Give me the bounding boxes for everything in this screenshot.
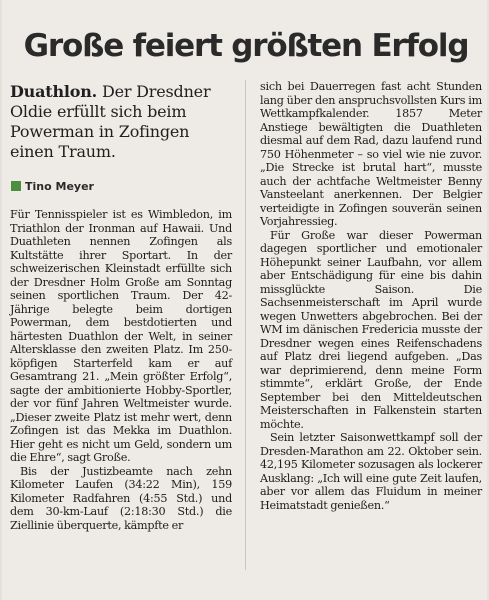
lead-text: Der Dresdner Oldie erfüllt sich beim Powerman in Zofingen einen Traum.	[10, 82, 211, 161]
byline-square-icon	[11, 181, 21, 191]
article-headline: Große feiert größten Erfolg	[23, 28, 469, 64]
paragraph: Bis der Justizbeamte nach zehn Kilometer Laufen (34:22 Min), 159 Kilometer Radfahren (4:55 Std.) und dem 30-km-Lauf (2:18:30 Std.) die Ziellinie überquerte, kämpfte er	[10, 464, 232, 532]
article-lead	[10, 82, 232, 162]
lead-kicker: Duathlon.	[10, 82, 98, 101]
bleed-through-text-bottom	[6, 576, 486, 600]
paragraph: Sein letzter Saisonwettkampf soll der Dresden-Marathon am 22. Oktober sein. 42,195 Kilometer sozusagen als lockerer Ausklang: „Ich will eine gute Zeit laufen, aber vor allem das Fluidum in meiner Heimatstadt genießen.“	[260, 431, 482, 512]
article-column-1	[10, 208, 232, 532]
paragraph: Für Große war dieser Powerman dagegen sportlicher und emotionaler Höhepunkt seiner Laufbahn, vor allem aber Entschädigung für eine bis dahin missglückte Saison. Die Sachsenmeisterschaft im April wurde wegen Unwetters abgebrochen. Bei der WM im dänischen Fredericia musste der Dresdner wegen eines Reifenschadens auf Platz drei liegend aufgeben. „Das war deprimierend, denn meine Form stimmte“, erklärt Große, der Ende September bei den Mitteldeutschen Meisterschaften in Falkenstein starten möchte.	[260, 228, 482, 431]
article-column-2	[260, 80, 482, 512]
byline-author: Tino Meyer	[25, 180, 94, 193]
newspaper-clipping	[2, 0, 487, 600]
column-divider	[245, 80, 246, 570]
byline	[11, 179, 94, 195]
paragraph: Für Tennisspieler ist es Wimbledon, im Triathlon der Ironman auf Hawaii. Und Duathleten nennen Zofingen als Kultstätte ihrer Sportart. In der schweizerischen Kleinstadt erfüllte sich der Dresdner Holm Große am Sonntag seinen sportlichen Traum. Der 42-Jährige belegte beim dortigen Powerman, dem bestdotierten und härtesten Duathlon der Welt, in seiner Altersklasse den zweiten Platz. Im 250-köpfigen Starterfeld kam er auf Gesamtrang 21. „Mein größter Erfolg“, sagte der ambitionierte Hobby-Sportler, der vor fünf Jahren Weltmeister wurde. „Dieser zweite Platz ist mehr wert, denn Zofingen ist das Mekka im Duathlon. Hier geht es nicht um Geld, sondern um die Ehre“, sagt Große.	[10, 208, 232, 464]
paragraph: sich bei Dauerregen fast acht Stunden lang über den anspruchsvollsten Kurs im Wettkampfkalender. 1857 Meter Anstiege bewältigten die Duathleten diesmal auf dem Rad, dazu laufend rund 750 Höhenmeter – so viel wie nie zuvor. „Die Strecke ist brutal hart“, musste auch der achtfache Weltmeister Benny Vansteelant anerkennen. Der Belgier verteidigte in Zofingen souverän seinen Vorjahressieg.	[260, 80, 482, 228]
